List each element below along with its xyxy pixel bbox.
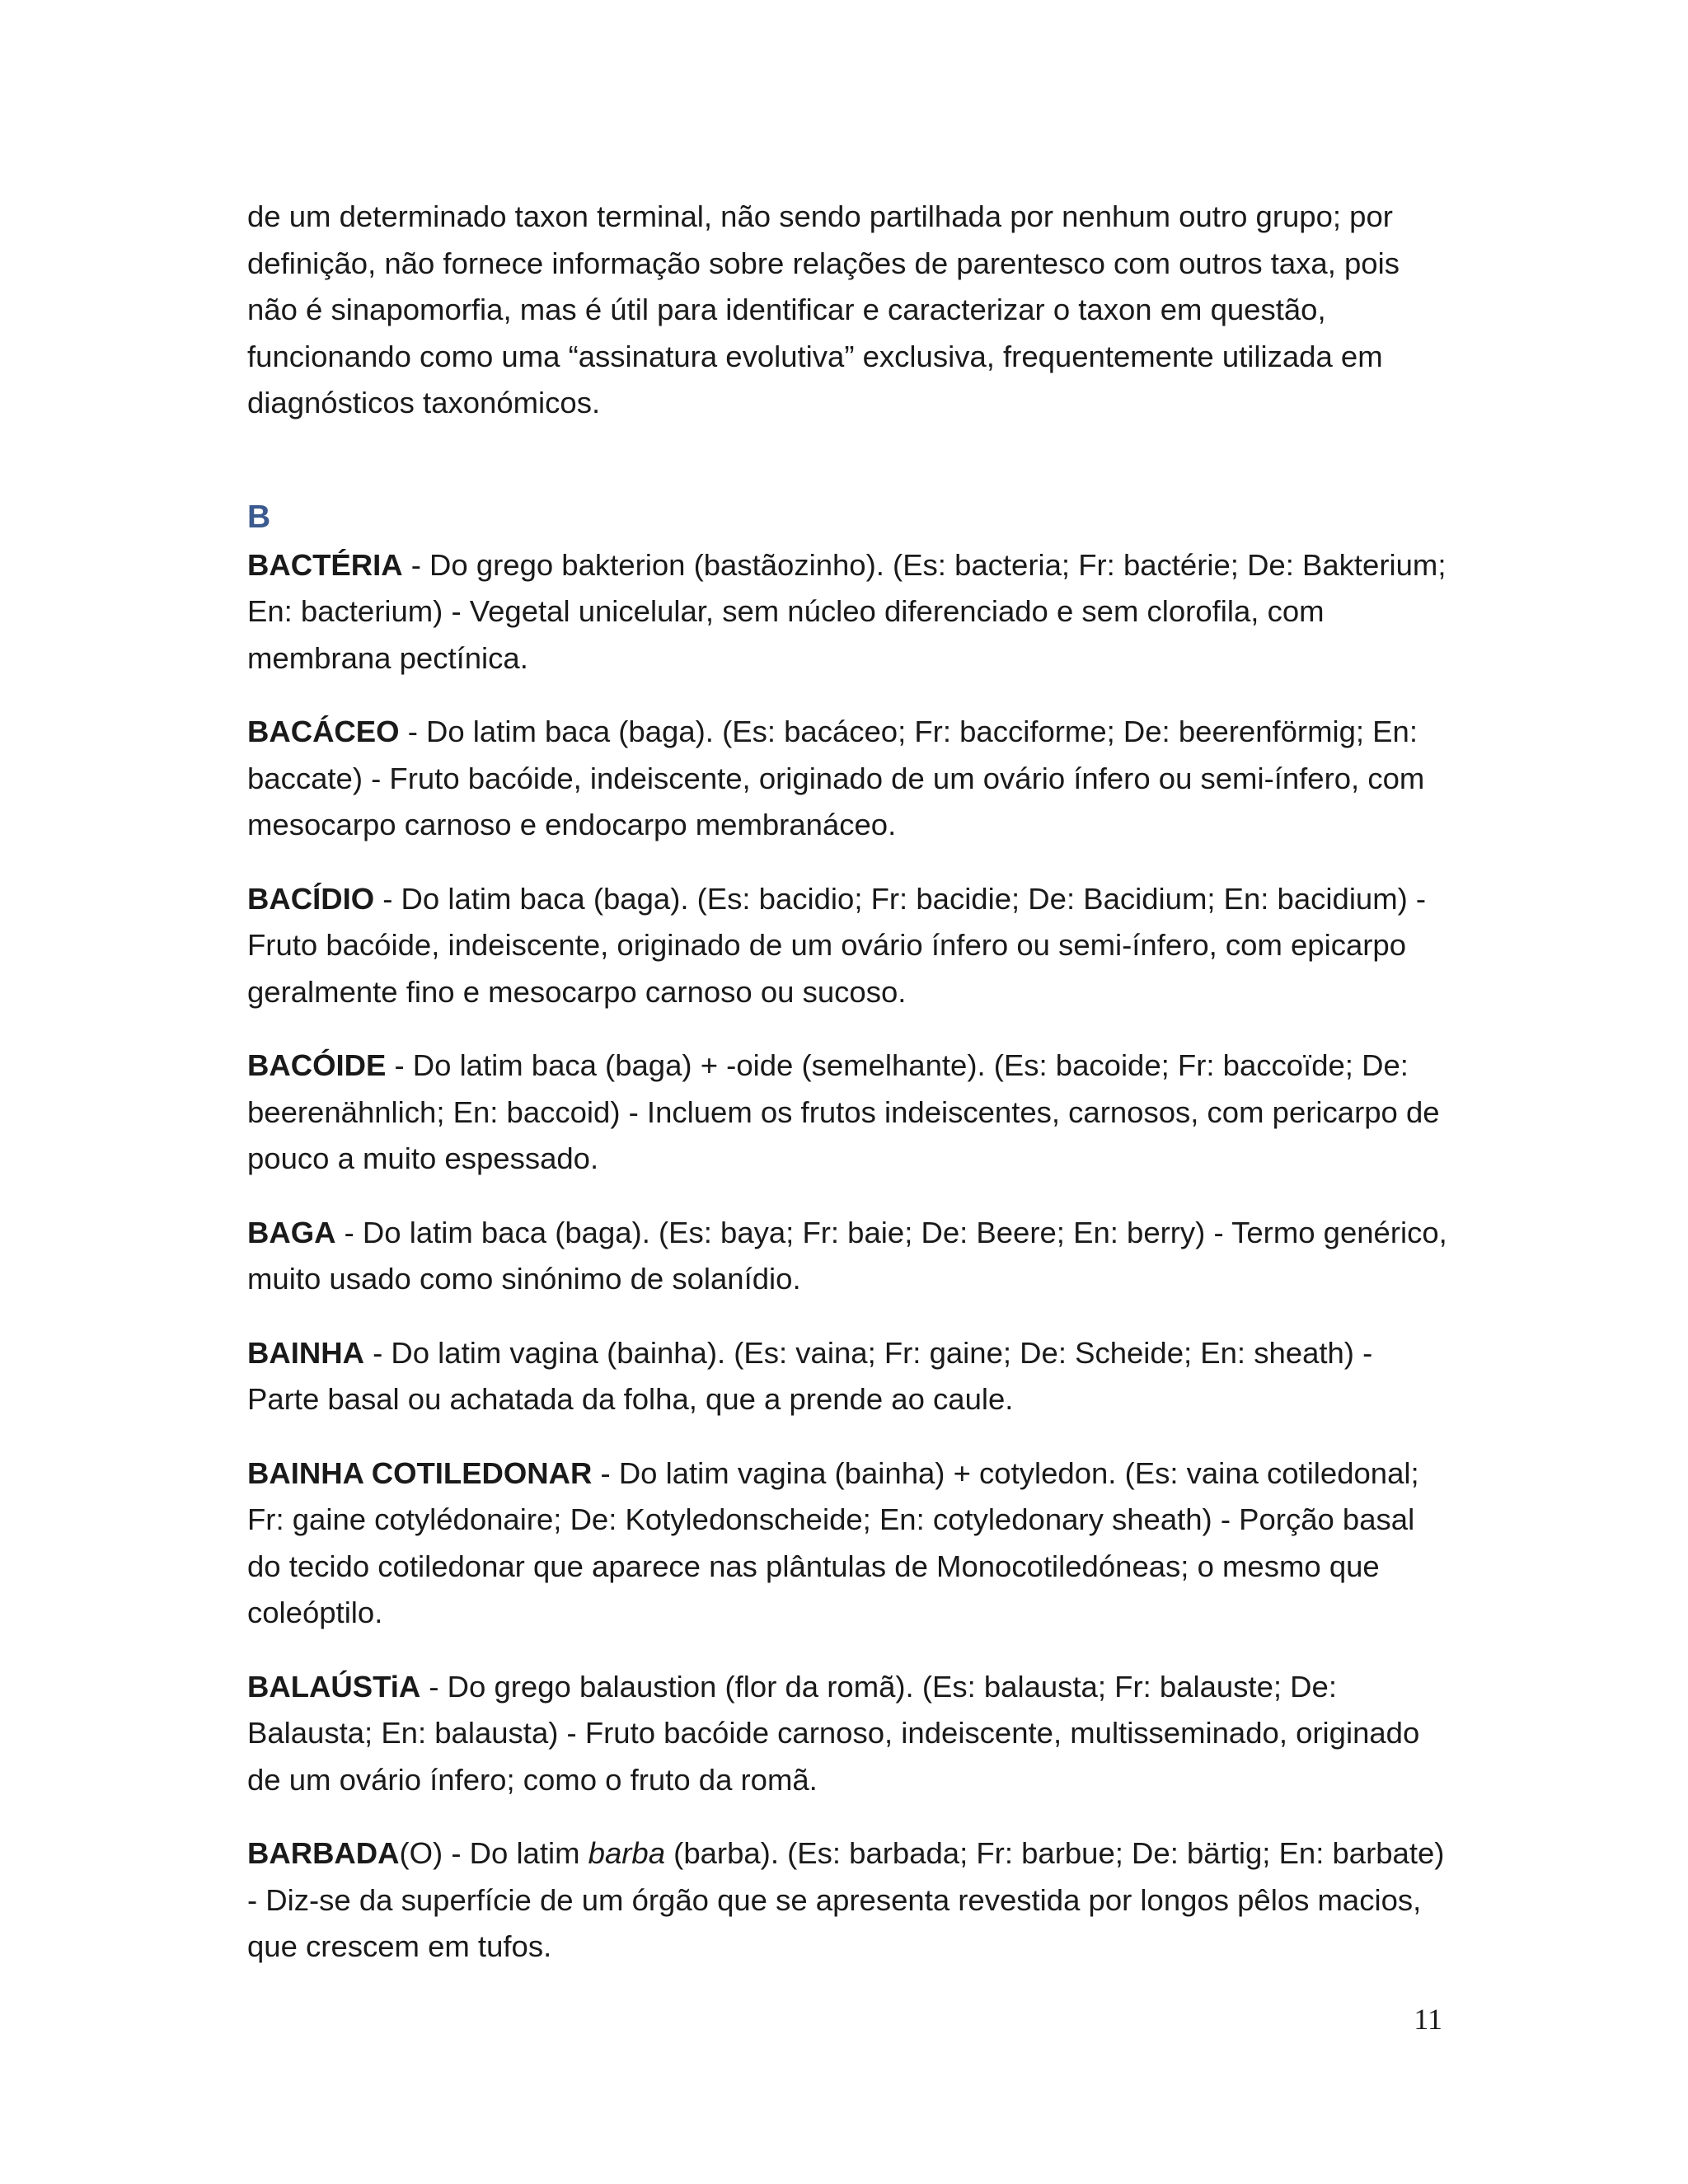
entry-term-suffix: (O) - Do latim — [399, 1836, 588, 1870]
glossary-entry — [247, 542, 1451, 682]
entry-term: BACÍDIO — [247, 881, 375, 916]
page-number: 11 — [1414, 2003, 1442, 2036]
glossary-entry — [247, 1210, 1451, 1303]
entry-definition: - Do latim baca (baga). (Es: bacáceo; Fr: bacciforme; De: beerenförmig; En: baccate) - Fruto bacóide, indeiscente, originado de um ovário ínfero ou semi-ínfero, com mesocarpo carnoso e endocarpo membranáceo. — [247, 715, 1425, 841]
entry-definition: (barba). (Es: barbada; Fr: barbue; De: bärtig; En: barbate) - Diz-se da superfície de um órgão que se apresenta revestida por longos pêlos macios, que crescem em tufos. — [247, 1836, 1445, 1963]
glossary-entry — [247, 1451, 1451, 1637]
entry-term: BALAÚSTiA — [247, 1669, 421, 1704]
entry-definition: - Do grego bakterion (bastãozinho). (Es: bacteria; Fr: bactérie; De: Bakterium; En: bacterium) - Vegetal unicelular, sem núcleo diferenciado e sem clorofila, com membrana pectínica. — [247, 547, 1447, 675]
glossary-entry — [247, 876, 1451, 1016]
entry-italic-word: barba — [588, 1836, 666, 1870]
entry-term: BAGA — [247, 1215, 336, 1249]
glossary-entry — [247, 1043, 1451, 1183]
entry-term: BAINHA — [247, 1335, 364, 1370]
glossary-entry-barbada — [247, 1830, 1451, 1971]
glossary-entry — [247, 1664, 1451, 1804]
entry-term: BACÁCEO — [247, 715, 400, 748]
glossary-entry — [247, 1330, 1451, 1423]
entry-term: BACTÉRIA — [247, 547, 403, 582]
entry-definition: - Do latim baca (baga). (Es: bacidio; Fr: bacidie; De: Bacidium; En: bacidium) - Fruto bacóide, indeiscente, originado de um ovário ínfero ou semi-ínfero, com epicarpo geralmente fino e mesocarpo carnoso ou sucoso. — [247, 881, 1427, 1009]
entry-definition: - Do grego balaustion (flor da romã). (Es: balausta; Fr: balauste; De: Balausta; En: balausta) - Fruto bacóide carnoso, indeiscente, multisseminado, originado de um ovário ínfero; como o fruto da romã. — [247, 1669, 1420, 1797]
entry-definition: - Do latim vagina (bainha) + cotyledon. (Es: vaina cotiledonal; Fr: gaine cotylédonaire; De: Kotyledonscheide; En: cotyledonary sheath) - Porção basal do tecido cotiledonar que aparece nas plântulas de Monocotiledóneas; o mesmo que coleóptilo. — [247, 1455, 1419, 1629]
entry-term: BARBADA — [247, 1836, 400, 1870]
intro-paragraph: de um determinado taxon terminal, não sendo partilhada por nenhum outro grupo; por definição, não fornece informação sobre relações de parentesco com outros taxa, pois não é sinapomorfia, mas é útil para identificar e caracterizar o taxon em questão, funcionando como uma “assinatura evolutiva” exclusiva, frequentemente utilizada em diagnósticos taxonómicos. — [247, 199, 1400, 419]
glossary-page — [247, 194, 1451, 1998]
entry-term: BAINHA COTILEDONAR — [247, 1455, 593, 1490]
entry-term: BACÓIDE — [247, 1048, 387, 1082]
entry-definition: - Do latim baca (baga). (Es: baya; Fr: baie; De: Beere; En: berry) - Termo genérico, muito usado como sinónimo de solanídio. — [247, 1215, 1447, 1296]
entry-definition: - Do latim baca (baga) + -oide (semelhante). (Es: bacoide; Fr: baccoïde; De: beerenähnlich; En: baccoid) - Incluem os frutos indeiscentes, carnosos, com pericarpo de pouco a muito espessado. — [247, 1048, 1440, 1175]
entry-definition: - Do latim vagina (bainha). (Es: vaina; Fr: gaine; De: Scheide; En: sheath) - Parte basal ou achatada da folha, que a prende ao caule. — [247, 1335, 1373, 1416]
glossary-entry — [247, 709, 1451, 849]
section-letter-heading: B — [247, 499, 271, 535]
